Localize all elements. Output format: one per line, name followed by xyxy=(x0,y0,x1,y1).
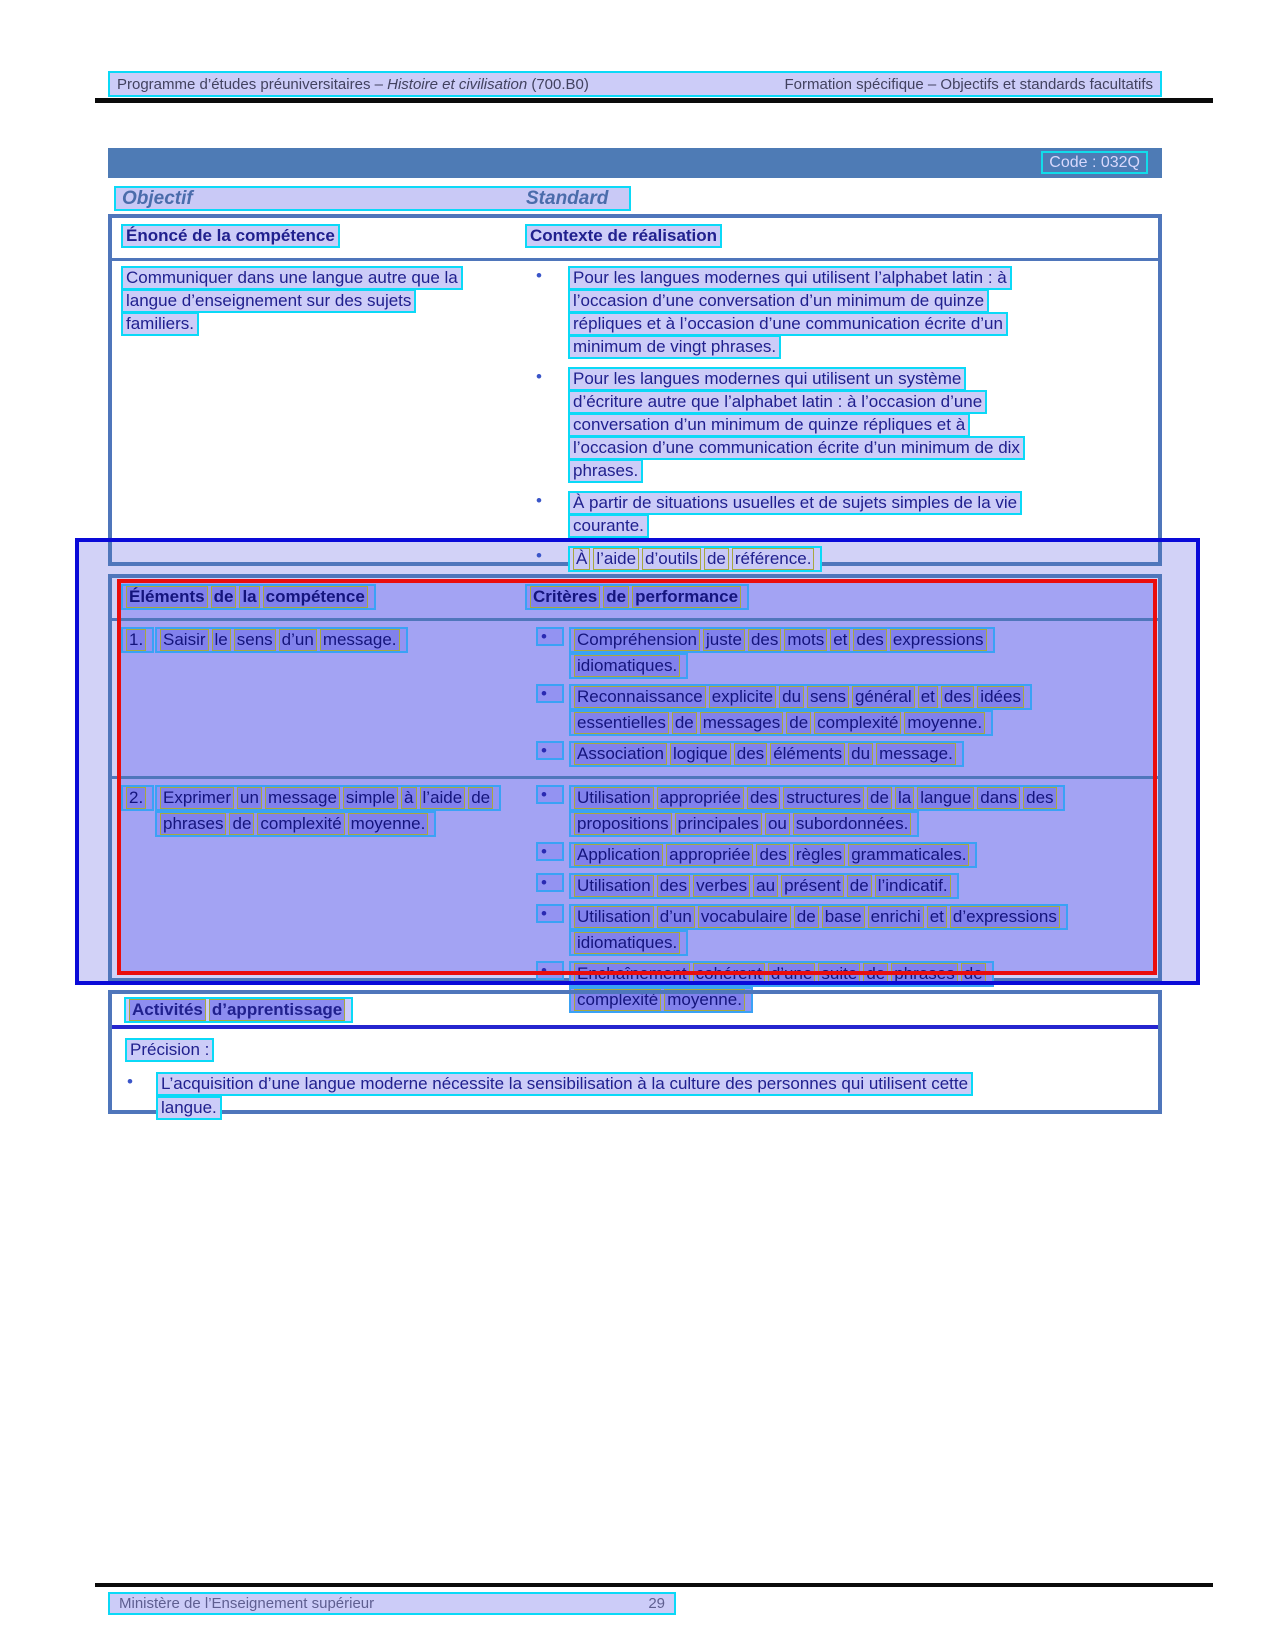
text-line: Application appropriée des règles grammaticales. xyxy=(569,842,977,868)
text-line: Utilisation appropriée des structures de la langue dans des xyxy=(569,785,1065,811)
bullet-dot xyxy=(536,266,568,358)
column-header-elements: Éléments de la compétence xyxy=(121,584,376,610)
text-line: Pour les langues modernes qui utilisent l’alphabet latin : à xyxy=(568,266,1012,290)
element-cell xyxy=(112,785,525,1018)
page-footer xyxy=(108,1592,676,1615)
criteria-cell xyxy=(525,627,1158,772)
page-number: 29 xyxy=(648,1595,665,1612)
section-activites xyxy=(108,990,1162,1117)
code-bar xyxy=(108,148,1162,178)
bullet-dot xyxy=(536,961,564,980)
page-header-left-italic: Histoire et civilisation xyxy=(387,75,528,93)
text-line: L’acquisition d’une langue moderne nécessite la sensibilisation à la culture des personnes qui utilisent cette xyxy=(156,1072,973,1096)
objectif-standard-band xyxy=(114,186,631,211)
page-header xyxy=(108,71,1162,97)
text-line: idiomatiques. xyxy=(569,653,688,679)
criteria-bullet-item xyxy=(536,842,1158,868)
text-line: conversation d’un minimum de quinze répliques et à xyxy=(568,413,970,437)
context-bullet-item xyxy=(536,546,1158,569)
standard-label: Standard xyxy=(526,188,609,209)
contexte-cell xyxy=(525,266,1158,578)
bullet-dot xyxy=(536,684,564,703)
context-bullet-item xyxy=(536,266,1158,358)
text-line: À partir de situations usuelles et de sujets simples de la vie xyxy=(568,491,1022,515)
column-header-criteres: Critères de performance xyxy=(525,584,749,610)
element-cell xyxy=(112,627,525,772)
criteria-bullet-item xyxy=(536,873,1158,899)
row-number: 1. xyxy=(121,627,154,653)
criteria-cell xyxy=(525,785,1158,1018)
text-line: Communiquer dans une langue autre que la xyxy=(121,266,463,290)
text-line: Enchaînement cohérent d’une suite de phrases de xyxy=(569,961,994,987)
text-line: phrases. xyxy=(568,459,643,483)
activites-title-rule xyxy=(112,1025,1158,1029)
competence-statement-cell xyxy=(112,266,525,578)
text-line: phrases de complexité moyenne. xyxy=(155,811,436,837)
text-line: propositions principales ou subordonnées. xyxy=(569,811,919,837)
text-line: l’occasion d’une conversation d’un minimum de quinze xyxy=(568,289,989,313)
text-line: courante. xyxy=(568,514,649,538)
text-line: minimum de vingt phrases. xyxy=(568,335,781,359)
header-rule xyxy=(95,98,1213,103)
criteria-bullet-item xyxy=(536,684,1158,736)
criteria-bullet-item xyxy=(536,741,1158,767)
table1-body-row xyxy=(112,261,1158,578)
text-line: Reconnaissance explicite du sens général et des idées xyxy=(569,684,1032,710)
table-elements-criteres xyxy=(108,574,1162,1009)
bullet-dot xyxy=(536,904,564,923)
table1-header-row xyxy=(112,218,1158,258)
text-line: répliques et à l’occasion d’une communication écrite d’un xyxy=(568,312,1008,336)
criteria-bullet-item xyxy=(536,627,1158,679)
context-bullet-item xyxy=(536,491,1158,537)
page-header-left-pre: Programme d’études préuniversitaires – xyxy=(117,75,388,93)
page-header-right: Formation spécifique – Objectifs et standards facultatifs xyxy=(784,75,1153,93)
text-line: Utilisation des verbes au présent de l’indicatif. xyxy=(569,873,959,899)
text-line: complexité moyenne. xyxy=(569,987,753,1013)
bullet-dot xyxy=(536,546,568,569)
text-line: familiers. xyxy=(121,312,199,336)
text-line: Utilisation d’un vocabulaire de base enrichi et d’expressions xyxy=(569,904,1068,930)
precision-label: Précision : xyxy=(125,1038,214,1062)
text-line: Saisir le sens d’un message. xyxy=(155,627,408,653)
text-line: langue. xyxy=(156,1096,222,1120)
table2-row-1 xyxy=(112,621,1158,776)
page-header-left-post: (700.B0) xyxy=(527,75,589,93)
activites-bullet-item xyxy=(127,1072,1158,1120)
column-header-enonce: Énoncé de la compétence xyxy=(121,224,340,248)
page-header-left xyxy=(117,76,589,93)
row-number: 2. xyxy=(121,785,154,811)
bullet-dot xyxy=(536,785,564,804)
text-line: essentielles de messages de complexité moyenne. xyxy=(569,710,993,736)
text-line: Compréhension juste des mots et des expressions xyxy=(569,627,995,653)
bullet-dot xyxy=(536,741,564,760)
text-line: d’écriture autre que l’alphabet latin : à l’occasion d’une xyxy=(568,390,987,414)
column-header-contexte: Contexte de réalisation xyxy=(525,224,722,248)
text-line: À l’aide d’outils de référence. xyxy=(568,546,822,572)
table-enonce-contexte xyxy=(108,214,1162,566)
activites-title: Activités d’apprentissage xyxy=(124,997,353,1023)
bullet-dot xyxy=(536,842,564,861)
bullet-dot xyxy=(536,491,568,537)
text-line: Exprimer un message simple à l’aide de xyxy=(155,785,501,811)
criteria-bullet-item xyxy=(536,904,1158,956)
criteria-bullet-item xyxy=(536,785,1158,837)
code-label: Code : 032Q xyxy=(1041,151,1148,174)
bullet-dot xyxy=(536,367,568,482)
table2-header-row xyxy=(112,578,1158,618)
objectif-label: Objectif xyxy=(122,188,193,209)
text-line: l’occasion d’une communication écrite d’un minimum de dix xyxy=(568,436,1025,460)
text-line: idiomatiques. xyxy=(569,930,688,956)
text-line: Association logique des éléments du message. xyxy=(569,741,964,767)
text-line: langue d’enseignement sur des sujets xyxy=(121,289,416,313)
bullet-dot xyxy=(536,873,564,892)
table2-row-2 xyxy=(112,779,1158,1022)
footer-rule xyxy=(95,1583,1213,1587)
footer-ministry: Ministère de l’Enseignement supérieur xyxy=(119,1595,375,1612)
context-bullet-item xyxy=(536,367,1158,482)
bullet-dot xyxy=(127,1072,156,1120)
text-line: Pour les langues modernes qui utilisent un système xyxy=(568,367,966,391)
bullet-dot xyxy=(536,627,564,646)
